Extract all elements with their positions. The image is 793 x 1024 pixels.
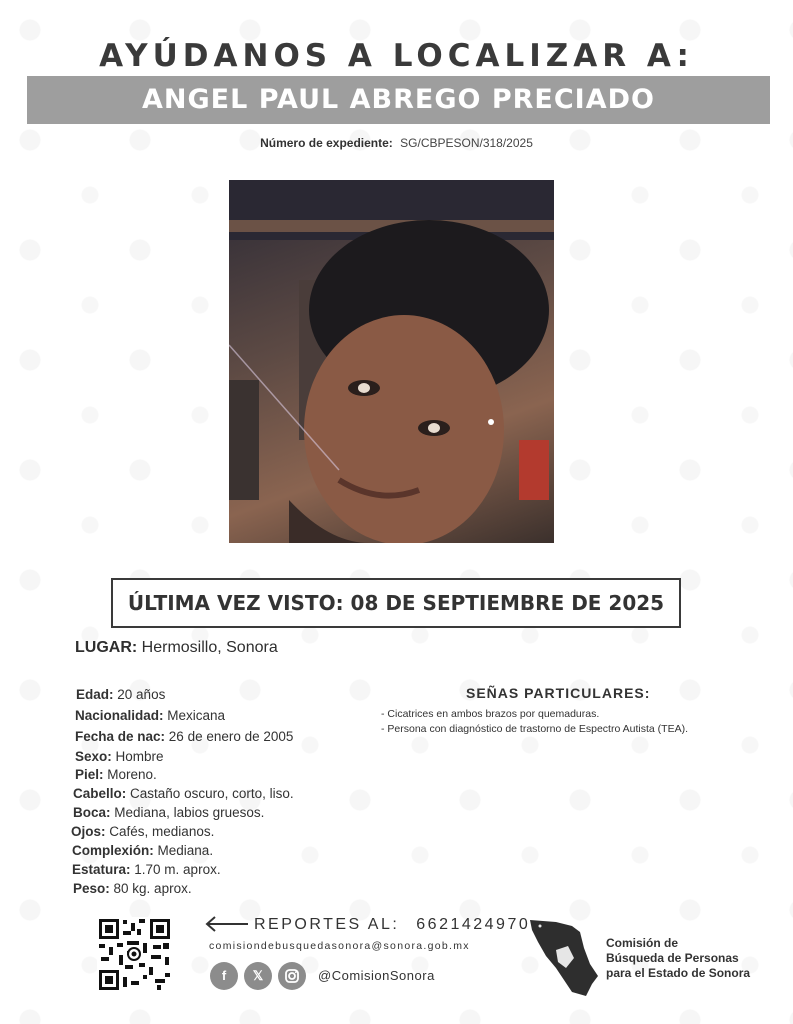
person-photo xyxy=(229,180,554,543)
place xyxy=(75,639,278,657)
detail-label: Cabello: xyxy=(73,786,127,801)
detail-row xyxy=(75,708,225,723)
case-number-value: SG/CBPESON/318/2025 xyxy=(400,136,533,150)
senas-title: SEÑAS PARTICULARES: xyxy=(466,685,651,701)
detail-row xyxy=(73,881,192,896)
detail-row xyxy=(75,767,157,782)
person-name: ANGEL PAUL ABREGO PRECIADO xyxy=(27,76,770,124)
detail-value: Moreno. xyxy=(107,767,157,782)
org-line: Comisión de xyxy=(606,936,679,950)
detail-value: Castaño oscuro, corto, liso. xyxy=(130,786,294,801)
detail-value: Hombre xyxy=(115,749,164,764)
headline: AYÚDANOS A LOCALIZAR A: xyxy=(99,38,694,74)
detail-label: Ojos: xyxy=(71,824,106,839)
place-label: LUGAR: xyxy=(75,639,138,656)
detail-row xyxy=(71,824,214,839)
detail-label: Edad: xyxy=(76,687,114,702)
sonora-map-logo xyxy=(528,918,600,998)
detail-row xyxy=(76,687,165,702)
x-icon[interactable]: 𝕏 xyxy=(244,962,272,990)
detail-row xyxy=(72,843,213,858)
detail-value: Mediana, labios gruesos. xyxy=(114,805,265,820)
detail-label: Fecha de nac: xyxy=(75,729,166,744)
detail-label: Boca: xyxy=(73,805,111,820)
detail-row xyxy=(75,729,293,744)
reportes-label: REPORTES AL: xyxy=(254,916,400,933)
instagram-icon[interactable] xyxy=(278,962,306,990)
detail-label: Complexión: xyxy=(72,843,154,858)
detail-label: Sexo: xyxy=(75,749,112,764)
org-line: para el Estado de Sonora xyxy=(606,966,751,980)
last-seen-banner: ÚLTIMA VEZ VISTO: 08 DE SEPTIEMBRE DE 2025 xyxy=(111,578,681,628)
contact-email[interactable]: comisiondebusquedasonora@sonora.gob.mx xyxy=(209,940,470,952)
facebook-icon[interactable]: f xyxy=(210,962,238,990)
detail-value: 26 de enero de 2005 xyxy=(168,729,294,744)
detail-value: Mexicana xyxy=(167,708,226,723)
detail-value: Cafés, medianos. xyxy=(109,824,215,839)
reportes-line xyxy=(254,916,530,934)
detail-row xyxy=(75,749,164,764)
detail-label: Nacionalidad: xyxy=(75,708,164,723)
org-line: Búsqueda de Personas xyxy=(606,951,739,965)
organization-name xyxy=(606,936,750,981)
sena-item: - Cicatrices en ambos brazos por quemaduras. xyxy=(381,708,600,720)
detail-value: 80 kg. aprox. xyxy=(113,881,192,896)
detail-row xyxy=(73,805,264,820)
qr-code[interactable] xyxy=(97,917,172,992)
sena-item: - Persona con diagnóstico de trastorno de Espectro Autista (TEA). xyxy=(381,723,688,735)
detail-label: Estatura: xyxy=(72,862,131,877)
place-value: Hermosillo, Sonora xyxy=(141,639,278,656)
reportes-phone[interactable]: 6621424970 xyxy=(416,916,531,933)
detail-label: Peso: xyxy=(73,881,110,896)
case-number-label: Número de expediente: xyxy=(260,136,393,150)
detail-label: Piel: xyxy=(75,767,104,782)
detail-value: 20 años xyxy=(117,687,166,702)
detail-row xyxy=(72,862,221,877)
social-handle[interactable]: @ComisionSonora xyxy=(318,968,435,983)
arrow-left-icon xyxy=(204,916,248,932)
detail-value: Mediana. xyxy=(157,843,214,858)
detail-row xyxy=(73,786,294,801)
case-number xyxy=(0,136,793,150)
detail-value: 1.70 m. aprox. xyxy=(134,862,221,877)
